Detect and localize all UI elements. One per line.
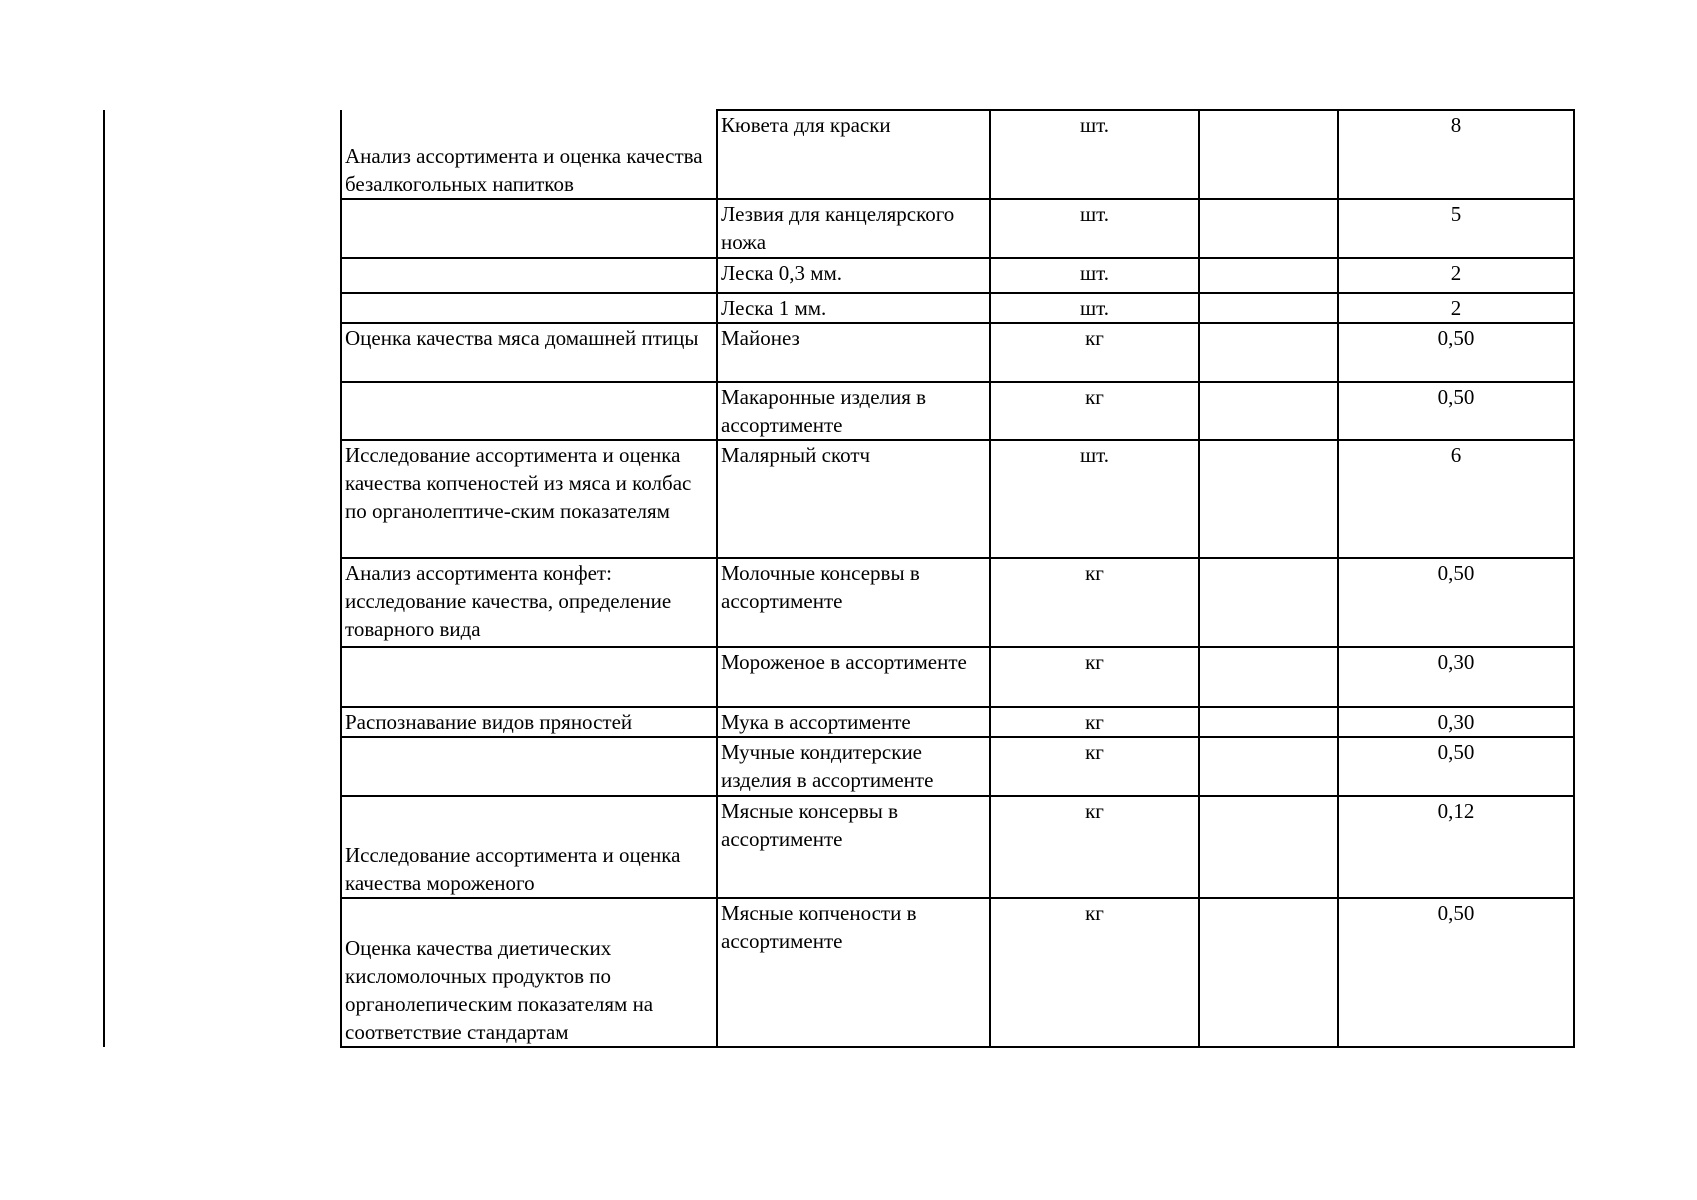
- empty-cell: [1199, 647, 1338, 707]
- unit-cell: шт.: [990, 199, 1199, 258]
- item-name-cell: Молочные консервы в ассортименте: [717, 558, 990, 647]
- topic-cell: [341, 199, 717, 258]
- unit-cell: шт.: [990, 440, 1199, 558]
- quantity-cell: 0,30: [1338, 647, 1574, 707]
- unit-cell: шт.: [990, 258, 1199, 293]
- item-name-cell: Малярный скотч: [717, 440, 990, 558]
- quantity-cell: 5: [1338, 199, 1574, 258]
- quantity-cell: 0,50: [1338, 898, 1574, 1047]
- table-row: [341, 258, 1574, 293]
- item-name-cell: Мясные копчености в ассортименте: [717, 898, 990, 1047]
- unit-cell: шт.: [990, 293, 1199, 323]
- item-name-cell: Макаронные изделия в ассортименте: [717, 382, 990, 440]
- item-name-cell: Кювета для краски: [717, 110, 990, 199]
- empty-cell: [1199, 258, 1338, 293]
- unit-cell: кг: [990, 707, 1199, 737]
- topic-cell: [341, 258, 717, 293]
- left-margin-rule: [103, 110, 105, 1047]
- topic-cell: Анализ ассортимента и оценка качества безалкогольных напитков: [341, 110, 717, 199]
- empty-cell: [1199, 440, 1338, 558]
- table-row: [341, 737, 1574, 796]
- empty-cell: [1199, 199, 1338, 258]
- quantity-cell: 0,50: [1338, 558, 1574, 647]
- table-row: [341, 323, 1574, 382]
- item-name-cell: Леска 1 мм.: [717, 293, 990, 323]
- item-name-cell: Мука в ассортименте: [717, 707, 990, 737]
- empty-cell: [1199, 323, 1338, 382]
- topic-cell: Оценка качества мяса домашней птицы: [341, 323, 717, 382]
- empty-cell: [1199, 737, 1338, 796]
- quantity-cell: 0,30: [1338, 707, 1574, 737]
- table-row: [341, 382, 1574, 440]
- table-row: [341, 707, 1574, 737]
- item-name-cell: Мясные консервы в ассортименте: [717, 796, 990, 898]
- quantity-cell: 6: [1338, 440, 1574, 558]
- table-row: [341, 110, 1574, 199]
- quantity-cell: 0,50: [1338, 737, 1574, 796]
- topic-cell: [341, 737, 717, 796]
- topic-cell: Исследование ассортимента и оценка качества мороженого: [341, 796, 717, 898]
- table-row: [341, 199, 1574, 258]
- quantity-cell: 8: [1338, 110, 1574, 199]
- quantity-cell: 2: [1338, 258, 1574, 293]
- item-name-cell: Леска 0,3 мм.: [717, 258, 990, 293]
- empty-cell: [1199, 558, 1338, 647]
- empty-cell: [1199, 898, 1338, 1047]
- unit-cell: кг: [990, 898, 1199, 1047]
- unit-cell: кг: [990, 737, 1199, 796]
- quantity-cell: 0,50: [1338, 323, 1574, 382]
- table-row: [341, 898, 1574, 1047]
- unit-cell: кг: [990, 796, 1199, 898]
- quantity-cell: 0,12: [1338, 796, 1574, 898]
- table-row: [341, 796, 1574, 898]
- item-name-cell: Лезвия для канцелярского ножа: [717, 199, 990, 258]
- empty-cell: [1199, 707, 1338, 737]
- table-row: [341, 647, 1574, 707]
- empty-cell: [1199, 110, 1338, 199]
- unit-cell: шт.: [990, 110, 1199, 199]
- table-row: [341, 558, 1574, 647]
- quantity-cell: 2: [1338, 293, 1574, 323]
- unit-cell: кг: [990, 323, 1199, 382]
- quantity-cell: 0,50: [1338, 382, 1574, 440]
- topic-cell: [341, 382, 717, 440]
- topic-cell: [341, 647, 717, 707]
- materials-table: [340, 109, 1575, 1048]
- table-row: [341, 440, 1574, 558]
- topic-cell: Распознавание видов пряностей: [341, 707, 717, 737]
- topic-cell: Исследование ассортимента и оценка качества копченостей из мяса и колбас по органолептиче-ским показателям: [341, 440, 717, 558]
- topic-cell: [341, 293, 717, 323]
- unit-cell: кг: [990, 382, 1199, 440]
- unit-cell: кг: [990, 558, 1199, 647]
- empty-cell: [1199, 796, 1338, 898]
- item-name-cell: Мороженое в ассортименте: [717, 647, 990, 707]
- item-name-cell: Мучные кондитерские изделия в ассортименте: [717, 737, 990, 796]
- empty-cell: [1199, 293, 1338, 323]
- table-body: [341, 110, 1574, 1047]
- table-row: [341, 293, 1574, 323]
- topic-cell: Анализ ассортимента конфет: исследование качества, определение товарного вида: [341, 558, 717, 647]
- empty-cell: [1199, 382, 1338, 440]
- unit-cell: кг: [990, 647, 1199, 707]
- topic-cell: Оценка качества диетических кисломолочных продуктов по органолепическим показателям на соответствие стандартам: [341, 898, 717, 1047]
- item-name-cell: Майонез: [717, 323, 990, 382]
